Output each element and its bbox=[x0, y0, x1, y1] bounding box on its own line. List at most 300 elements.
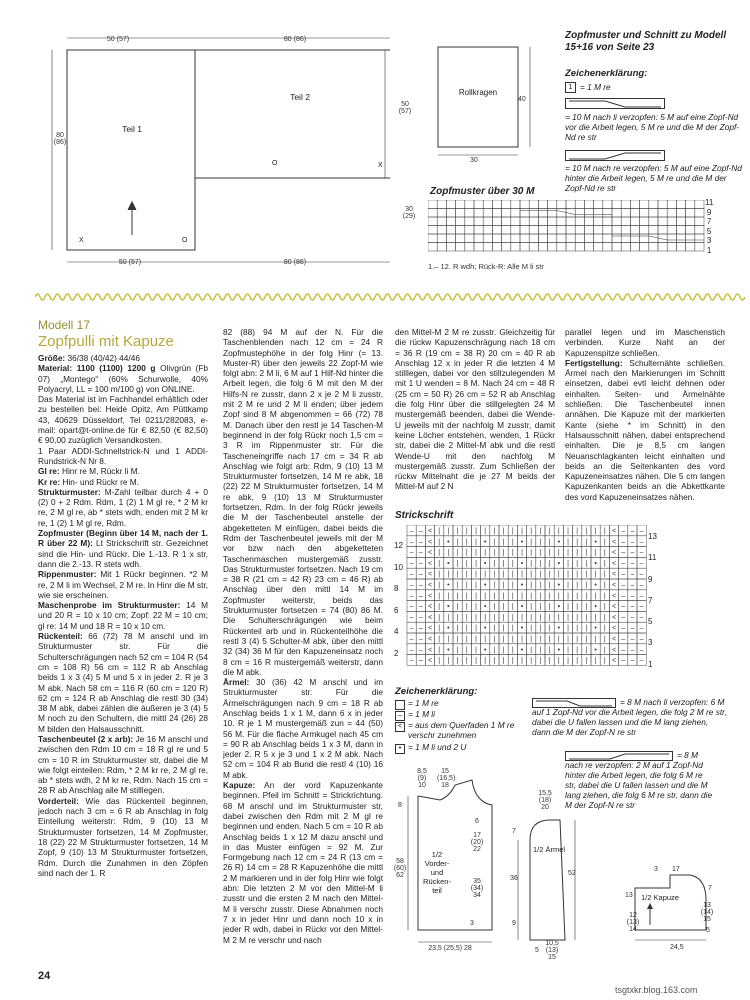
zopf30-cell bbox=[428, 226, 437, 235]
zopf30-cell bbox=[658, 217, 667, 226]
strickschrift-symbol: | bbox=[465, 528, 468, 535]
zopf30-cell bbox=[566, 234, 575, 243]
strickschrift-symbol: • bbox=[447, 582, 450, 589]
strickschrift-symbol: • bbox=[520, 646, 524, 654]
zopf30-cell bbox=[640, 209, 649, 218]
ss-right-1: 1 bbox=[648, 659, 653, 669]
strickschrift-symbol: | bbox=[465, 549, 468, 557]
zopf30-cell bbox=[612, 234, 621, 243]
strickschrift-symbol: | bbox=[502, 614, 505, 622]
zopf30-cell bbox=[538, 243, 547, 252]
strickschrift-symbol: – bbox=[639, 549, 644, 557]
strickschrift-symbol: < bbox=[611, 582, 617, 589]
strickschrift-symbol: – bbox=[418, 560, 423, 568]
strickschrift-symbol: | bbox=[567, 571, 569, 579]
strickschrift-symbol: < bbox=[427, 657, 433, 665]
strickschrift-symbol: | bbox=[521, 614, 523, 622]
zopf30-cell bbox=[446, 209, 455, 218]
zopf30-cell bbox=[492, 217, 501, 226]
zopf30-cell bbox=[538, 234, 547, 243]
strickschrift-symbol: | bbox=[585, 592, 588, 600]
strickschrift-symbol: – bbox=[621, 549, 626, 557]
strickschrift-symbol: | bbox=[493, 528, 496, 535]
strickschrift-symbol: – bbox=[409, 592, 414, 600]
zopf30-cell bbox=[630, 217, 639, 226]
zopf30-cell bbox=[667, 226, 676, 235]
zopf30-cell bbox=[520, 200, 529, 209]
zopf30-cell bbox=[511, 234, 520, 243]
paragraph-text: Lt Strickschrift str. Gezeichnet sind die Hin- und Rückr. Die 1.-13. R 1 x str, dann die 2.-13. R stets wdh. bbox=[38, 538, 208, 569]
strickschrift-symbol: | bbox=[539, 614, 542, 622]
strickschrift-symbol: • bbox=[483, 625, 487, 633]
strickschrift-symbol: | bbox=[493, 549, 496, 557]
strickschrift-symbol: | bbox=[548, 603, 551, 611]
legend1-cable-left: = 10 M nach li verzopfen: 5 M auf eine Zopf-Nd vor die Arbeit legen, 5 M re und die M der Zopf-Nd re str bbox=[565, 112, 740, 142]
zopf30-cell bbox=[502, 243, 511, 252]
paragraph bbox=[38, 796, 208, 878]
a-5: 5 bbox=[535, 947, 539, 954]
strickschrift-symbol: < bbox=[427, 625, 433, 633]
strickschrift-symbol: | bbox=[548, 657, 551, 665]
strickschrift-symbol: | bbox=[456, 636, 459, 643]
strickschrift-symbol: | bbox=[539, 571, 542, 579]
strickschrift-symbol: | bbox=[548, 528, 551, 535]
rollkragen-diagram bbox=[430, 42, 540, 172]
strickschrift-symbol: | bbox=[438, 582, 441, 589]
mark-x1: X bbox=[79, 237, 84, 244]
strickschrift-symbol: | bbox=[502, 592, 505, 600]
strickschrift-symbol: – bbox=[639, 646, 644, 654]
strickschrift-symbol: | bbox=[438, 657, 441, 665]
strickschrift-symbol: • bbox=[557, 603, 561, 611]
strickschrift-symbol: | bbox=[585, 549, 588, 557]
zopf30-cell bbox=[529, 234, 538, 243]
legend1-symbol-re: 1 bbox=[565, 82, 576, 93]
strickschrift-symbol: | bbox=[438, 571, 441, 579]
strickschrift-symbol: | bbox=[576, 549, 579, 557]
zopf30-cell bbox=[529, 217, 538, 226]
zopf30-cell bbox=[621, 243, 630, 252]
strickschrift-symbol: – bbox=[409, 528, 414, 535]
zopf30-cell bbox=[465, 234, 474, 243]
strickschrift-symbol: – bbox=[409, 646, 414, 654]
a-36: 36 bbox=[510, 875, 518, 882]
strickschrift-symbol: – bbox=[621, 636, 626, 643]
strickschrift-symbol: | bbox=[603, 528, 606, 535]
strickschrift-symbol: – bbox=[630, 582, 635, 589]
strickschrift-symbol: | bbox=[502, 625, 505, 633]
paragraph-text: 66 (72) 78 M anschl und im Strukturmuster str. Für die Schulterschrägungen nach 52 cm = 104 R (54 cm = 108 R) 56 cm = 112 R ab Anschlag beids 1 x 3 (4) 5 M und 5 x in jeder 2. R je 3 M abk. Nach 58 cm = 116 R (60 cm = 120 R) 62 cm = 124 R ab Anschlag die restl 30 (34) 38 M abk, dabei zählen die äußeren je 3 (4) 5 M noch zu den Schultern, die mittl 24 (26) 28 M bilden den Halsausschnitt. bbox=[38, 631, 208, 734]
strickschrift-symbol: | bbox=[456, 528, 459, 535]
strickschrift-symbol: | bbox=[530, 657, 533, 665]
zopf30-cell bbox=[630, 226, 639, 235]
strickschrift-symbol: | bbox=[465, 603, 468, 611]
zopf30-cell bbox=[548, 234, 557, 243]
ss-left-4: 4 bbox=[394, 627, 399, 636]
zopf30-cell bbox=[594, 217, 603, 226]
text-column-1 bbox=[38, 353, 208, 963]
strickschrift-symbol: | bbox=[447, 592, 450, 600]
strickschrift-symbol: | bbox=[530, 603, 533, 611]
strickschrift-symbol: | bbox=[475, 582, 477, 589]
zopf30-row-3: 3 bbox=[706, 236, 712, 245]
zopf30-cell bbox=[557, 243, 566, 252]
strickschrift-symbol: | bbox=[567, 538, 569, 546]
paragraph-text: 14 M und 20 R = 10 x 10 cm; Zopf: 22 M = 10 cm; gl re: 14 M und 18 R = 10 x 10 cm. bbox=[38, 600, 208, 631]
paragraph-text: 36/38 (40/42) 44/46 bbox=[65, 353, 140, 363]
strickschrift-symbol: • bbox=[483, 560, 487, 568]
k-3: 3 bbox=[654, 866, 658, 873]
strickschrift-symbol: | bbox=[438, 646, 441, 654]
strickschrift-symbol: | bbox=[530, 614, 533, 622]
strickschrift-symbol: | bbox=[539, 528, 542, 535]
paragraph bbox=[38, 477, 208, 487]
paragraph bbox=[38, 487, 208, 528]
strickschrift-symbol: | bbox=[603, 646, 606, 654]
zopf30-cell bbox=[456, 200, 465, 209]
strickschrift-symbol: | bbox=[594, 614, 597, 622]
zopf30-cell bbox=[437, 243, 446, 252]
zopf30-cell bbox=[575, 217, 584, 226]
z2-b: = 1 M li bbox=[408, 709, 435, 719]
strickschrift-symbol: | bbox=[548, 636, 551, 643]
paragraph-lead: Material: 1100 (1100) 1200 g bbox=[38, 363, 156, 374]
strickschrift-symbol: | bbox=[548, 592, 551, 600]
zopf30-cell bbox=[511, 200, 520, 209]
ss-right-3: 3 bbox=[648, 638, 653, 648]
strickschrift-symbol: | bbox=[475, 657, 477, 665]
zopf30-cell bbox=[483, 209, 492, 218]
paragraph bbox=[38, 446, 208, 467]
k-13b: 13 (14) 15 bbox=[700, 902, 714, 923]
strickschrift-symbol: | bbox=[438, 636, 441, 643]
strickschrift-symbol: | bbox=[475, 636, 477, 643]
strickschrift-symbol: | bbox=[521, 592, 523, 600]
strickschrift-symbol: | bbox=[603, 625, 606, 633]
strickschrift-symbol: | bbox=[530, 636, 533, 643]
strickschrift-symbol: | bbox=[530, 549, 533, 557]
zopf30-cell bbox=[474, 200, 483, 209]
zopf30-cell bbox=[630, 243, 639, 252]
zopf30-cell bbox=[520, 234, 529, 243]
strickschrift-symbol: | bbox=[484, 549, 487, 557]
strickschrift-symbol: | bbox=[484, 636, 487, 643]
strickschrift-symbol: | bbox=[493, 614, 496, 622]
zopf30-cell bbox=[676, 226, 685, 235]
strickschrift-symbol: | bbox=[502, 549, 505, 557]
strickschrift-symbol: | bbox=[548, 625, 551, 633]
zopf30-cell bbox=[695, 226, 704, 235]
strickschrift-symbol: – bbox=[418, 625, 423, 633]
strickschrift-symbol: | bbox=[502, 571, 505, 579]
legend1-cable-right: = 10 M nach re verzopfen: 5 M auf eine Zopf-Nd hinter die Arbeit legen, 5 M re und die M der Zopf-Nd re str bbox=[565, 163, 742, 193]
zopf30-cell bbox=[575, 226, 584, 235]
zopf30-cell bbox=[594, 226, 603, 235]
k-7: 7 bbox=[708, 885, 712, 892]
strickschrift-symbol: < bbox=[611, 625, 617, 633]
paragraph-lead: Rippenmuster: bbox=[38, 569, 97, 580]
strickschrift-symbol: | bbox=[465, 614, 468, 622]
strickschrift-symbol: < bbox=[427, 592, 433, 600]
strickschrift-symbol: – bbox=[418, 582, 423, 589]
strickschrift-symbol: – bbox=[621, 646, 626, 654]
strickschrift-symbol: < bbox=[611, 657, 617, 665]
zopf30-cell bbox=[474, 217, 483, 226]
strickschrift-symbol: | bbox=[576, 657, 579, 665]
strickschrift-symbol: | bbox=[594, 636, 597, 643]
zopf30-cell bbox=[465, 200, 474, 209]
strickschrift-symbol: – bbox=[639, 657, 644, 665]
ss-left-10: 10 bbox=[394, 562, 403, 572]
strickschrift-symbol: | bbox=[521, 636, 523, 643]
zopf30-cell bbox=[557, 226, 566, 235]
paragraph bbox=[38, 569, 208, 600]
zopf30-cell bbox=[566, 217, 575, 226]
zopf30-cell bbox=[630, 200, 639, 209]
strickschrift-symbol: < bbox=[427, 549, 433, 557]
strickschrift-symbol: | bbox=[475, 646, 477, 654]
strickschrift-symbol: | bbox=[576, 538, 579, 546]
zopf30-cell bbox=[428, 243, 437, 252]
strickschrift-symbol: | bbox=[530, 528, 533, 535]
strickschrift-left-labels bbox=[394, 535, 403, 664]
strickschrift-symbol: – bbox=[621, 603, 626, 611]
zopf30-cell bbox=[667, 200, 676, 209]
zopf30-cell bbox=[667, 217, 676, 226]
paragraph bbox=[38, 600, 208, 631]
strickschrift-symbol: | bbox=[603, 560, 606, 568]
rollkragen-label: Rollkragen bbox=[458, 88, 498, 97]
strickschrift-symbol: | bbox=[548, 614, 551, 622]
zopf30-cell bbox=[446, 217, 455, 226]
strickschrift-symbol: | bbox=[438, 625, 441, 633]
strickschrift-symbol: | bbox=[539, 657, 542, 665]
strickschrift-symbol: | bbox=[447, 636, 450, 643]
strickschrift-symbol: < bbox=[611, 538, 617, 546]
strickschrift-symbol: | bbox=[594, 549, 597, 557]
strickschrift-symbol: | bbox=[521, 571, 523, 579]
zopf30-cell bbox=[529, 226, 538, 235]
zopf30-cell bbox=[548, 217, 557, 226]
strickschrift-symbol: | bbox=[511, 646, 514, 654]
zopf30-cell bbox=[575, 243, 584, 252]
zopf30-cell bbox=[686, 217, 695, 226]
strickschrift-symbol: – bbox=[630, 571, 635, 579]
zopf30-cell bbox=[621, 234, 630, 243]
zopf30-title: Zopfmuster über 30 M bbox=[430, 186, 535, 197]
strickschrift-symbol: | bbox=[465, 636, 468, 643]
strickschrift-symbol: – bbox=[418, 592, 423, 600]
strickschrift-symbol: – bbox=[409, 636, 414, 643]
zopf30-cell bbox=[603, 226, 612, 235]
strickschrift-symbol: | bbox=[465, 646, 468, 654]
zopf30-cell bbox=[428, 234, 437, 243]
strickschrift-symbol: | bbox=[493, 592, 496, 600]
strickschrift-symbol: – bbox=[639, 636, 644, 643]
strickschrift-symbol: | bbox=[567, 603, 569, 611]
strickschrift-symbol: • bbox=[594, 582, 597, 589]
m-top: 8,5 (9) 10 bbox=[417, 768, 427, 789]
strickschrift-symbol: – bbox=[630, 560, 635, 568]
zopf30-cell bbox=[483, 200, 492, 209]
zopf30-cell bbox=[437, 200, 446, 209]
strickschrift-symbol: | bbox=[456, 592, 459, 600]
zopf30-cell bbox=[529, 200, 538, 209]
strickschrift-symbol: – bbox=[621, 571, 626, 579]
zopf30-cell bbox=[649, 217, 658, 226]
strickschrift-symbol: | bbox=[465, 657, 468, 665]
zopf30-cell bbox=[437, 217, 446, 226]
strickschrift-symbol: | bbox=[567, 614, 569, 622]
a-9: 9 bbox=[512, 920, 516, 927]
zopf30-cell bbox=[603, 209, 612, 218]
zopf30-note: 1.– 12. R wdh; Rück-R: Alle M li str bbox=[428, 262, 544, 271]
strickschrift-symbol: | bbox=[539, 538, 542, 546]
m-6: 6 bbox=[475, 818, 479, 825]
strickschrift-symbol: | bbox=[585, 582, 588, 589]
zopf30-cell bbox=[686, 243, 695, 252]
strickschrift-symbol: – bbox=[621, 560, 626, 568]
strickschrift-right-labels bbox=[648, 526, 657, 675]
strickschrift-symbol: – bbox=[418, 646, 423, 654]
paragraph bbox=[38, 466, 208, 476]
zopf30-cell bbox=[437, 234, 446, 243]
strickschrift-symbol: – bbox=[418, 528, 423, 535]
zopf30-cell bbox=[612, 200, 621, 209]
zopf30-cell bbox=[548, 200, 557, 209]
strickschrift-symbol: | bbox=[502, 636, 505, 643]
z2-sym-d: • bbox=[395, 744, 405, 754]
zopf30-cell bbox=[502, 209, 511, 218]
zopf30-cell bbox=[584, 200, 593, 209]
zopf30-cell bbox=[446, 243, 455, 252]
dim-h-left: 80 (86) bbox=[53, 132, 67, 146]
rollkragen-w: 30 bbox=[470, 157, 478, 164]
zopf30-cell bbox=[465, 226, 474, 235]
zopf30-cell bbox=[437, 209, 446, 218]
strickschrift-symbol: • bbox=[557, 538, 561, 546]
strickschrift-symbol: | bbox=[438, 560, 441, 568]
strickschrift-symbol: | bbox=[447, 549, 450, 557]
strickschrift-symbol: | bbox=[502, 538, 505, 546]
strickschrift-symbol: | bbox=[557, 657, 560, 665]
strickschrift-symbol: | bbox=[603, 582, 606, 589]
strickschrift-symbol: • bbox=[483, 603, 487, 611]
z2-sym-b: – bbox=[395, 711, 405, 721]
zopf30-cell bbox=[686, 226, 695, 235]
zopf30-cell bbox=[520, 217, 529, 226]
wave-divider bbox=[35, 290, 745, 304]
strickschrift-symbol: | bbox=[456, 549, 459, 557]
strickschrift-symbol: | bbox=[567, 657, 569, 665]
zopf30-cell bbox=[621, 209, 630, 218]
strickschrift-symbol: | bbox=[603, 538, 606, 546]
m-58: 58 (60) 62 bbox=[393, 858, 407, 879]
strickschrift-symbol: | bbox=[530, 571, 533, 579]
strickschrift-symbol: – bbox=[621, 625, 626, 633]
paragraph bbox=[38, 394, 208, 445]
strickschrift-symbol: – bbox=[621, 657, 626, 665]
ss-left-2: 2 bbox=[394, 648, 399, 658]
paragraph-lead: Fertigstellung: bbox=[565, 357, 623, 368]
strickschrift-symbol: | bbox=[530, 560, 533, 568]
zopf30-cell bbox=[676, 217, 685, 226]
zopf30-cell bbox=[492, 226, 501, 235]
zopf30-cell bbox=[695, 234, 704, 243]
paragraph-text: Das Material ist im Fachhandel erhältlich oder zu bestellen bei: Heide Opitz, Am Püttkamp 43, 40629 Düsseldorf, Tel 0211/282083, e-mail: opart@t-online.de für € 82,50 (€ 82,50) € 90,00 zuzüglich Versandkosten. bbox=[38, 394, 208, 446]
zopf30-cell bbox=[483, 217, 492, 226]
strickschrift-symbol: • bbox=[594, 538, 597, 546]
ss-left-8: 8 bbox=[394, 584, 399, 593]
strickschrift-symbol: | bbox=[585, 614, 588, 622]
strickschrift-symbol: | bbox=[511, 592, 514, 600]
strickschrift-symbol: • bbox=[520, 625, 524, 633]
strickschrift-symbol: | bbox=[576, 646, 579, 654]
strickschrift-symbol: | bbox=[530, 592, 533, 600]
z2-e: = 8 M nach li verzopfen: 6 M auf 1 Zopf-Nd vor die Arbeit legen, die folg 2 M re str, dabei die U fallen lassen und die M lang ziehen, dann die M der Zopf-N re str bbox=[532, 697, 727, 737]
zopf30-cell bbox=[584, 243, 593, 252]
paragraph-text: Hinr re M, Rückr li M. bbox=[59, 466, 140, 477]
top-title: Zopfmuster und Schnitt zu Modell 15+16 von Seite 23 bbox=[565, 30, 727, 53]
zopf30-cell bbox=[612, 226, 621, 235]
ss-right-11: 11 bbox=[648, 553, 657, 563]
strickschrift-symbol: < bbox=[611, 603, 617, 611]
strickschrift-symbol: < bbox=[427, 603, 433, 611]
strickschrift-symbol: | bbox=[603, 614, 606, 622]
dim-b2: 80 (86) bbox=[283, 259, 307, 266]
k-12: 12 (13) 14 bbox=[626, 912, 640, 933]
strickschrift-symbol: | bbox=[539, 603, 542, 611]
dim-w1: 50 (57) bbox=[106, 36, 130, 43]
zopf30-cell bbox=[511, 226, 520, 235]
strickschrift-symbol: | bbox=[557, 592, 560, 600]
strickschrift-symbol: | bbox=[465, 538, 468, 546]
zopf30-cell bbox=[603, 243, 612, 252]
zopf30-cell bbox=[603, 234, 612, 243]
strickschrift-symbol: – bbox=[639, 625, 644, 633]
strickschrift-symbol: – bbox=[409, 603, 414, 611]
strickschrift-symbol: | bbox=[567, 560, 569, 568]
strickschrift-symbol: < bbox=[611, 549, 617, 557]
m-17: 17 (20) 22 bbox=[470, 832, 484, 853]
ss-right-9: 9 bbox=[648, 574, 653, 584]
ss-right-5: 5 bbox=[648, 617, 653, 627]
zopf30-cell bbox=[428, 200, 437, 209]
zopf30-cell bbox=[456, 209, 465, 218]
strickschrift-symbol: – bbox=[630, 549, 635, 557]
zopf30-cell bbox=[686, 200, 695, 209]
strickschrift-symbol: | bbox=[567, 636, 569, 643]
k-17: 17 bbox=[672, 866, 680, 873]
strickschrift-title: Strickschrift bbox=[395, 510, 454, 521]
paragraph-lead: Kr re: bbox=[38, 476, 61, 487]
strickschrift-symbol: | bbox=[475, 614, 477, 622]
zopf30-cell bbox=[640, 234, 649, 243]
strickschrift-symbol: | bbox=[465, 582, 468, 589]
zopf30-cell bbox=[667, 234, 676, 243]
zopf30-cell bbox=[520, 209, 529, 218]
ss-right-13: 13 bbox=[648, 532, 657, 541]
strickschrift-symbol: | bbox=[456, 582, 459, 589]
strickschrift-symbol: | bbox=[456, 560, 459, 568]
strickschrift-symbol: – bbox=[630, 528, 635, 535]
strickschrift-symbol: | bbox=[548, 646, 551, 654]
zopf30-cell bbox=[557, 209, 566, 218]
strickschrift-symbol: – bbox=[409, 614, 414, 622]
ss-left-6: 6 bbox=[394, 605, 399, 615]
strickschrift-symbol: | bbox=[456, 603, 459, 611]
zopf30-cell bbox=[456, 243, 465, 252]
